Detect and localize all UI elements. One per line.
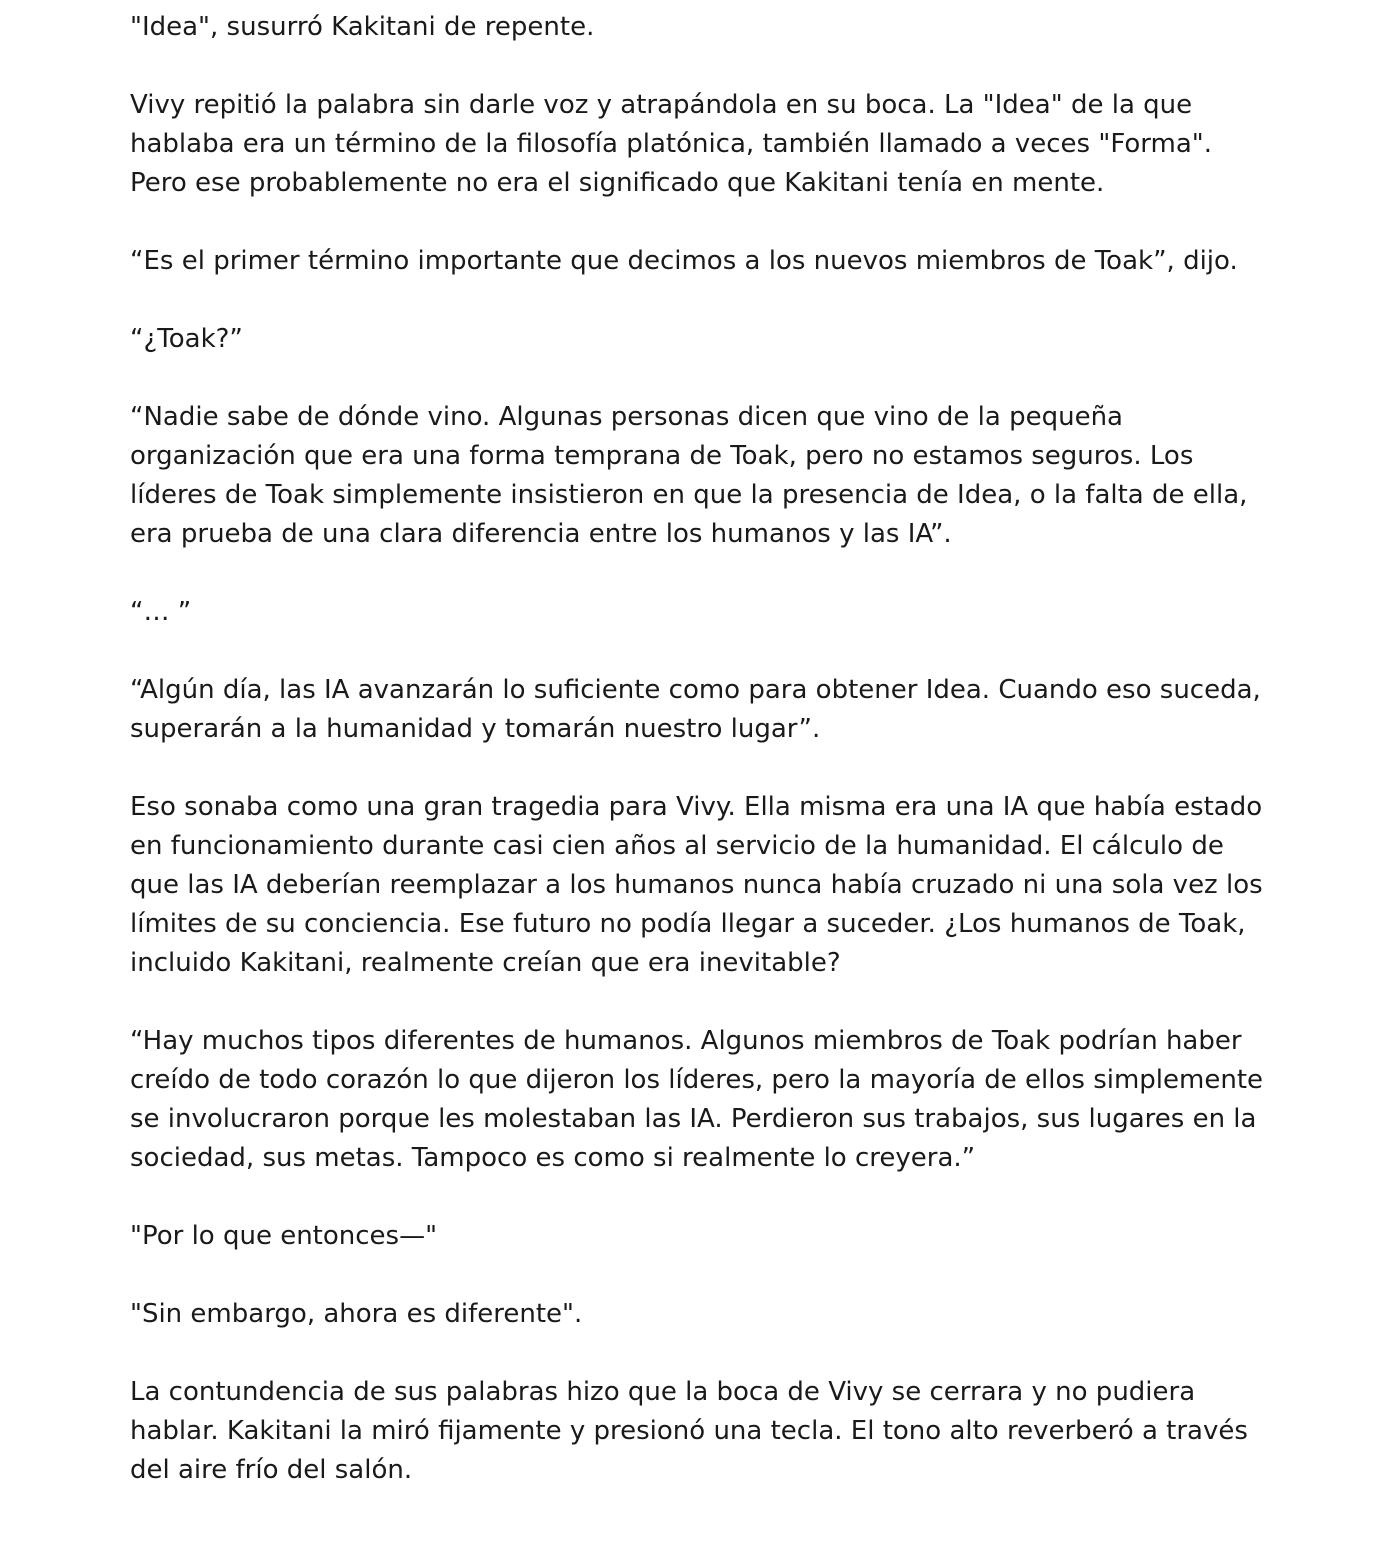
paragraph: Vivy repitió la palabra sin darle voz y atrapándola en su boca. La "Idea" de la que hablaba era un término de la filosofía platónica, también llamado a veces "Forma". Pero ese probablemente no era el significado que Kakitani tenía en mente. <box>130 90 1212 198</box>
paragraph: "Idea", susurró Kakitani de repente. <box>130 12 595 42</box>
paragraph: “Nadie sabe de dónde vino. Algunas personas dicen que vino de la pequeña organización que era una forma temprana de Toak, pero no estamos seguros. Los líderes de Toak simplemente insistieron en que la presencia de Idea, o la falta de ella, era prueba de una clara diferencia entre los humanos y las IA”. <box>130 402 1248 549</box>
paragraph: “Hay muchos tipos diferentes de humanos. Algunos miembros de Toak podrían haber creído de todo corazón lo que dijeron los líderes, pero la mayoría de ellos simplemente se involucraron porque les molestaban las IA. Perdieron sus trabajos, sus lugares en la sociedad, sus metas. Tampoco es como si realmente lo creyera.” <box>130 1026 1264 1173</box>
paragraph: "Por lo que entonces—" <box>130 1221 438 1251</box>
paragraph: Eso sonaba como una gran tragedia para Vivy. Ella misma era una IA que había estado en funcionamiento durante casi cien años al servicio de la humanidad. El cálculo de que las IA deberían reemplazar a los humanos nunca había cruzado ni una sola vez los límites de su conciencia. Ese futuro no podía llegar a suceder. ¿Los humanos de Toak, incluido Kakitani, realmente creían que era inevitable? <box>130 792 1263 978</box>
paragraph: “… ” <box>130 597 192 627</box>
paragraph: “Es el primer término importante que decimos a los nuevos miembros de Toak”, dijo. <box>130 246 1238 276</box>
paragraph: "Sin embargo, ahora es diferente". <box>130 1299 583 1329</box>
paragraph: “¿Toak?” <box>130 324 243 354</box>
paragraph: “Algún día, las IA avanzarán lo suficiente como para obtener Idea. Cuando eso suceda, superarán a la humanidad y tomarán nuestro lugar”. <box>130 675 1261 744</box>
document-page <box>130 8 1275 1490</box>
paragraph: La contundencia de sus palabras hizo que la boca de Vivy se cerrara y no pudiera hablar. Kakitani la miró fijamente y presionó una tecla. El tono alto reverberó a través del aire frío del salón. <box>130 1377 1248 1485</box>
